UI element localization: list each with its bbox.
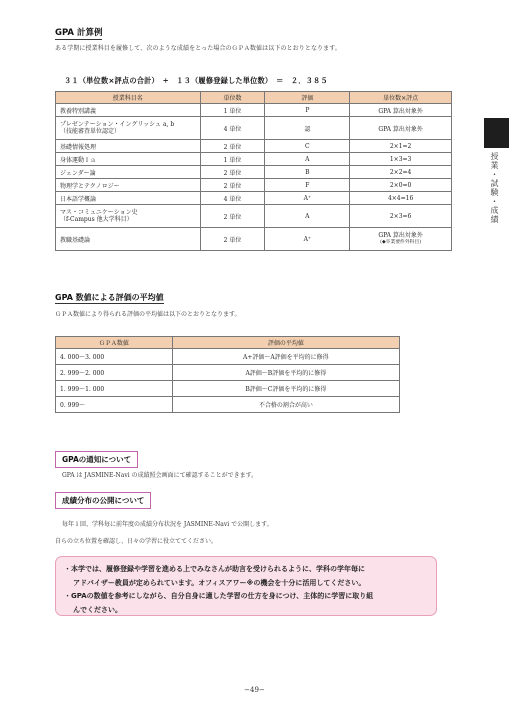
points-cell: 2×3=6 [350,205,452,228]
page-number: −49− [244,686,265,694]
table-row [56,381,400,397]
table-row [56,228,452,251]
table-row [56,205,452,228]
advice-line: アドバイザー教員が定められています。オフィスアワー※の機会を十分に活用してください。 [73,578,366,587]
grade-cell: P [265,104,350,117]
points-cell: 4×4=16 [350,192,452,205]
points-cell: 1×3=3 [350,153,452,166]
advice-line: んでください。 [73,605,122,614]
chapter-label: 授業・試験・成績 [490,152,499,224]
subject-cell: 教養特別講義 [56,104,201,117]
grade-cell: A⁺ [265,192,350,205]
section-heading: GPA 数値による評価の平均値 [55,293,164,302]
subject-name: プレゼンテーション・イングリッシュ a, b [60,120,175,128]
points-note: (◆卒業要件外科目) [380,239,422,245]
subject-cell: 身体運動Ｉａ [56,153,201,166]
credits-cell: 1 単位 [200,153,265,166]
points-cell: GPA 算出対象外 [350,104,452,117]
advice-line: ・GPAの数値を参考にしながら、自分自身に適した学習の仕方を身につけ、主体的に学習に取り組 [64,592,374,600]
credits-cell: 2 単位 [200,166,265,179]
subject-cell [56,117,201,140]
subject-cell: 教職基礎論 [56,228,201,251]
credits-cell: 4 単位 [200,117,265,140]
subject-cell: 物理学とテクノロジー [56,179,201,192]
table-row [56,365,400,381]
table-row [56,349,400,365]
column-header: 評価の平均値 [172,337,399,349]
grade-cell: A⁺ [265,228,350,251]
credits-cell: 1 単位 [200,104,265,117]
table-row [56,117,452,140]
range-cell: 1. 999〜1. 000 [56,381,173,397]
credits-cell: 2 単位 [200,205,265,228]
grade-cell: A [265,205,350,228]
credits-cell: 2 単位 [200,228,265,251]
chapter-tab [484,118,509,148]
table-row [56,192,452,205]
credits-cell: 2 単位 [200,140,265,153]
notice-heading: GPAの通知について [55,451,138,468]
range-cell: 2. 999〜2. 000 [56,365,173,381]
table-row [56,153,452,166]
grade-cell: A [265,153,350,166]
points-cell: 2×2=4 [350,166,452,179]
range-cell: 4. 000〜3. 000 [56,349,173,365]
subject-cell: 基礎情報処理 [56,140,201,153]
column-header: ＧＰＡ数値 [56,337,173,349]
points-cell: GPA 算出対象外 [350,117,452,140]
grade-cell: C [265,140,350,153]
credits-cell: 4 単位 [200,192,265,205]
table-row [56,140,452,153]
table-header-row [56,92,452,104]
page-heading: GPA 計算例 [55,28,103,38]
points-cell: 2×0=0 [350,179,452,192]
points-cell: 2×1=2 [350,140,452,153]
section-text: ＧＰＡ数値により得られる評価の平均値は以下のとおりとなります。 [55,311,241,318]
grade-cell: F [265,179,350,192]
column-header: 単位数×評点 [350,92,452,104]
table-row [56,397,400,413]
table-row [56,179,452,192]
distribution-text: 毎年１回、学科毎に前年度の成績分布状況を JASMINE-Navi で公開します。 [62,521,273,528]
meaning-cell: 不合格の割合が高い [172,397,399,413]
advice-line: ・本学では、履修登録や学習を進める上でみなさんが助言を受けられるように、学科の学年毎に [64,565,365,573]
meaning-cell: A評価〜B評価を平均的に修得 [172,365,399,381]
gpa-formula: ３１（単位数×評点の合計） ÷ １３（履修登録した単位数） ＝ ２．３８５ [64,76,328,85]
intro-text: ある学期に授業科目を履修して、次のような成績をとった場合のＧＰＡ数値は以下のとおりとなります。 [55,45,341,52]
range-cell: 0. 999〜 [56,397,173,413]
distribution-heading: 成績分布の公開について [55,492,151,509]
table-row [56,104,452,117]
subject-name: マス・コミュニケーション史 [60,208,138,216]
advice-box [55,556,437,616]
subject-cell: 日本語学概論 [56,192,201,205]
subject-note: （技能審査単位認定） [60,128,121,135]
grade-cell: 認 [265,117,350,140]
points-cell [350,228,452,251]
column-header: 評価 [265,92,350,104]
subject-note: （f-Campus 他大学科目） [60,216,133,223]
column-header: 授業科目名 [56,92,201,104]
evaluation-table [55,336,400,413]
credits-cell: 2 単位 [200,179,265,192]
column-header: 単位数 [200,92,265,104]
meaning-cell: A+評価〜A評価を平均的に修得 [172,349,399,365]
meaning-cell: B評価〜C評価を平均的に修得 [172,381,399,397]
table-header-row [56,337,400,349]
subject-cell: ジェンダー論 [56,166,201,179]
points-value: GPA 算出対象外 [378,232,423,240]
subject-cell [56,205,201,228]
gpa-example-table [55,91,452,251]
grade-cell: B [265,166,350,179]
distribution-text: 自らの立ち位置を確認し、日々の学習に役立ててください。 [55,538,218,545]
notice-text: GPA は JASMINE-Navi の成績照会画面にて確認することができます。 [62,472,258,479]
table-row [56,166,452,179]
